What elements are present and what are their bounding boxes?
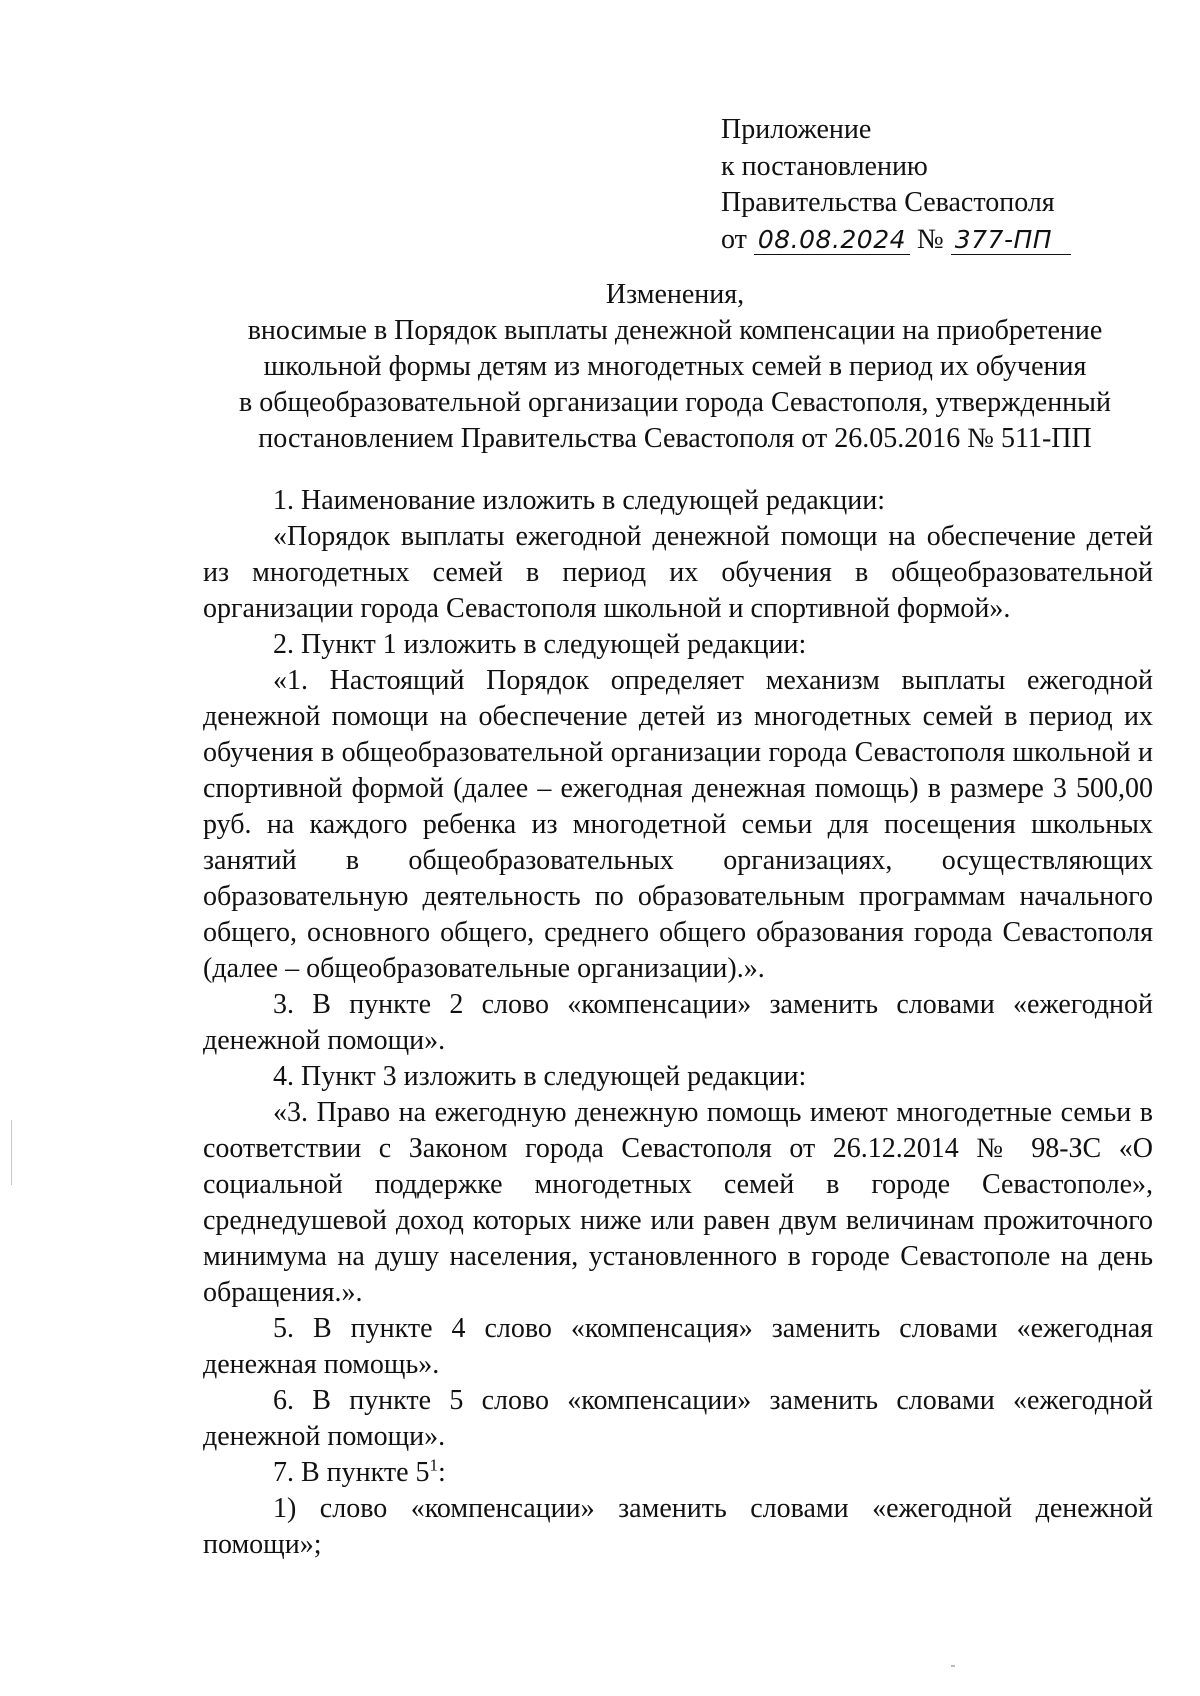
paragraph-7-text: 7. В пункте 5 bbox=[273, 1457, 430, 1488]
number-sign: № bbox=[917, 223, 944, 255]
paragraph-3: 3. В пункте 2 слово «компенсации» заменить словами «ежегодной денежной помощи». bbox=[203, 989, 1153, 1056]
paragraph-5: 5. В пункте 4 слово «компенсация» заменить словами «ежегодная денежная помощь». bbox=[203, 1313, 1153, 1380]
heading-line-1: вносимые в Порядок выплаты денежной компенсации на приобретение bbox=[247, 315, 1103, 346]
paragraph-7-superscript: 1 bbox=[429, 1455, 439, 1475]
paragraph-2-quote: «1. Настоящий Порядок определяет механизм выплаты ежегодной денежной помощи на обеспечение детей из многодетных семей в период их обучения в общеобразовательной организации города Севастополя школьной и спортивной формой (далее – ежегодная денежная помощь) в размере 3 500,00 руб. на каждого ребенка из многодетной семьи для посещения школьных занятий в общеобразовательных организациях, осуществляющих образовательную деятельность по образовательным программам начального общего, основного общего, среднего общего образования города Севастополя (далее – общеобразовательные организации).». bbox=[203, 665, 1153, 984]
appendix-title: Приложение bbox=[721, 114, 872, 145]
heading-title: Изменения, bbox=[605, 279, 745, 310]
date-prefix: от bbox=[721, 223, 747, 255]
paragraph-7-item-1: 1) слово «компенсации» заменить словами «ежегодной денежной помощи»; bbox=[203, 1493, 1153, 1560]
appendix-block bbox=[721, 112, 1141, 258]
document-body bbox=[203, 483, 1153, 1563]
heading-line-4: постановлением Правительства Севастополя от 26.05.2016 № 511-ПП bbox=[258, 423, 1092, 454]
paragraph-4-quote: «3. Право на ежегодную денежную помощь имеют многодетные семьи в соответствии с Законом города Севастополя от 26.12.2014 № 98-ЗС «О социальной поддержке многодетных семей в городе Севастополе», среднедушевой доход которых ниже или равен двум величинам прожиточного минимума на душу населения, установленного в городе Севастополе на день обращения.». bbox=[203, 1097, 1153, 1308]
paragraph-4: 4. Пункт 3 изложить в следующей редакции: bbox=[273, 1061, 807, 1092]
paragraph-6: 6. В пункте 5 слово «компенсации» заменить словами «ежегодной денежной помощи». bbox=[203, 1385, 1153, 1452]
document-heading bbox=[200, 277, 1150, 457]
scan-artifact-line bbox=[11, 1120, 12, 1185]
appendix-ref: к постановлению bbox=[721, 150, 928, 182]
paragraph-1-quote: «Порядок выплаты ежегодной денежной помощи на обеспечение детей из многодетных семей в период их обучения в общеобразовательной организации города Севастополя школьной и спортивной формой». bbox=[203, 521, 1153, 624]
paragraph-7 bbox=[203, 1455, 1153, 1491]
paragraph-7-colon: : bbox=[438, 1457, 446, 1488]
handwritten-number: 377-ПП bbox=[951, 226, 1071, 255]
heading-line-3: в общеобразовательной организации города Севастополя, утвержденный bbox=[239, 387, 1111, 418]
scan-artifact-dot bbox=[951, 1665, 955, 1667]
heading-line-2: школьной формы детям из многодетных семей в период их обучения bbox=[263, 351, 1087, 382]
appendix-date-line bbox=[721, 222, 1141, 259]
appendix-authority: Правительства Севастополя bbox=[721, 187, 1055, 218]
handwritten-date: 08.08.2024 bbox=[754, 226, 910, 255]
paragraph-1: 1. Наименование изложить в следующей редакции: bbox=[273, 485, 885, 516]
paragraph-2: 2. Пункт 1 изложить в следующей редакции: bbox=[273, 629, 807, 660]
